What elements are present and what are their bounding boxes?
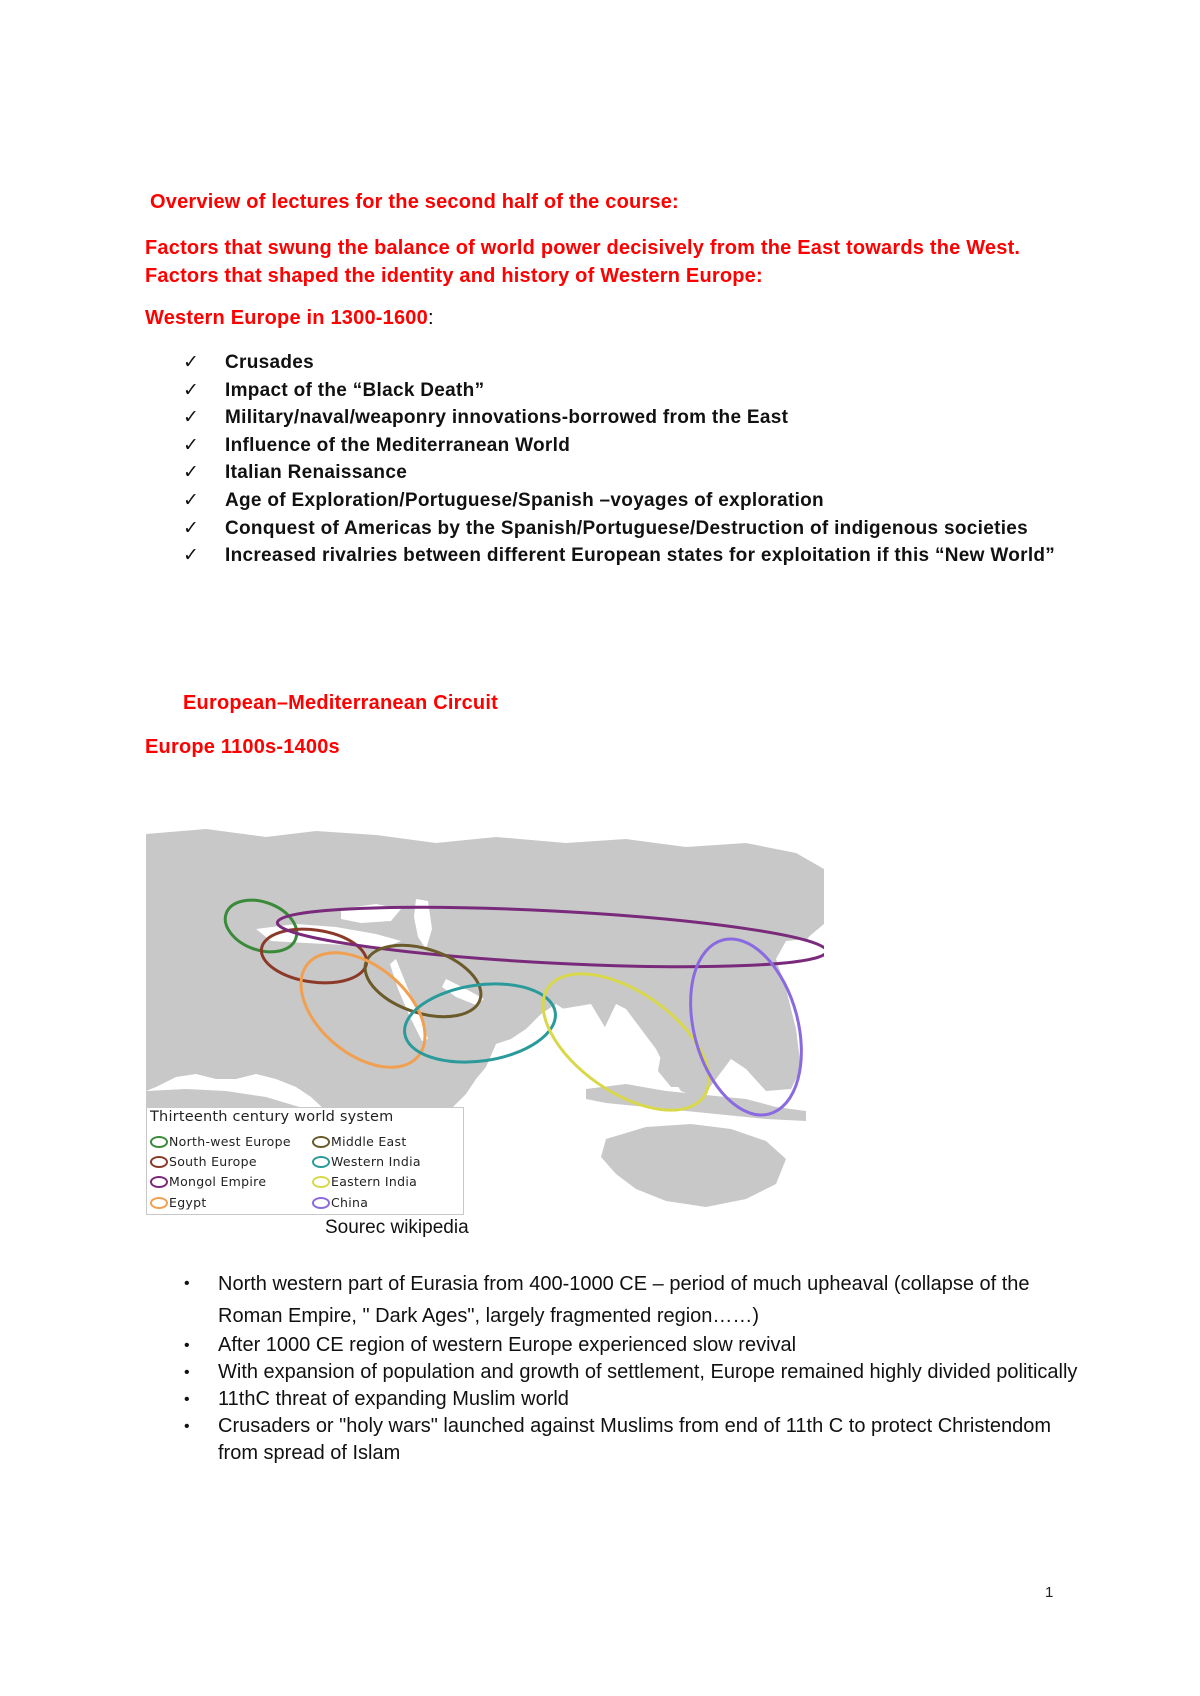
yellow-ring-icon — [312, 1176, 330, 1188]
purple-ring-icon — [150, 1176, 168, 1188]
checklist-item-text: Military/naval/weaponry innovations-borrowed from the East — [225, 407, 789, 429]
bullet-icon: • — [184, 1275, 190, 1292]
checkmark-icon: ✓ — [183, 406, 200, 429]
legend-item-north-west-europe — [150, 1134, 291, 1149]
map-legend — [146, 1107, 464, 1215]
violet-ring-icon — [312, 1197, 330, 1209]
legend-item-eastern-india — [312, 1174, 417, 1189]
bullet-text: After 1000 CE region of western Europe experienced slow revival — [218, 1334, 797, 1356]
bullet-icon: • — [184, 1391, 190, 1408]
legend-label: Mongol Empire — [169, 1174, 267, 1189]
legend-label: South Europe — [169, 1154, 257, 1169]
teal-ring-icon — [312, 1156, 330, 1168]
australia — [601, 1124, 786, 1207]
period-heading-colon: : — [427, 307, 434, 329]
checkmark-icon: ✓ — [183, 516, 200, 539]
checklist-item-text: Crusades — [225, 352, 314, 373]
bullet-item — [184, 1268, 1084, 1332]
bullet-text: 11thC threat of expanding Muslim world — [218, 1388, 569, 1410]
checklist-item — [183, 459, 1083, 487]
green-ring-icon — [150, 1136, 168, 1148]
checklist-item — [183, 404, 1083, 432]
checklist-item-text: Conquest of Americas by the Spanish/Portuguese/Destruction of indigenous societies — [225, 517, 1029, 539]
legend-item-middle-east — [312, 1134, 407, 1149]
page-number: 1 — [1045, 1584, 1054, 1601]
overview-heading: Overview of lectures for the second half of the course: — [150, 191, 679, 213]
legend-item-mongol-empire — [150, 1174, 266, 1189]
bullet-text: With expansion of population and growth of settlement, Europe remained highly divided politically — [218, 1361, 1078, 1383]
legend-item-south-europe — [150, 1154, 257, 1169]
checklist-item — [183, 349, 1083, 377]
legend-label: Middle East — [331, 1134, 407, 1149]
legend-title: Thirteenth century world system — [150, 1109, 394, 1125]
legend-label: Western India — [331, 1154, 421, 1169]
olive-ring-icon — [312, 1136, 330, 1148]
checkmark-icon: ✓ — [183, 351, 200, 373]
legend-item-egypt — [150, 1195, 207, 1210]
map-caption: Sourec wikipedia — [325, 1217, 469, 1238]
legend-label: North-west Europe — [169, 1134, 291, 1149]
legend-label: China — [331, 1195, 369, 1210]
checklist-item — [183, 515, 1083, 543]
checklist-item-text: Age of Exploration/Portuguese/Spanish –voyages of exploration — [225, 489, 824, 511]
checkmark-icon: ✓ — [183, 433, 200, 456]
checkmark-icon: ✓ — [183, 378, 200, 401]
checklist-item — [183, 377, 1083, 405]
bullet-text: Crusaders or "holy wars" launched against Muslims from end of 11th C to protect Christendom from spread of Islam — [218, 1415, 1052, 1464]
checklist-item-text: Impact of the “Black Death” — [225, 379, 485, 401]
europe-heading: Europe 1100s-1400s — [145, 736, 340, 758]
bullet-list — [184, 1268, 1084, 1467]
checklist-item — [183, 487, 1083, 515]
checklist-item — [183, 432, 1083, 460]
checklist-item — [183, 542, 1083, 570]
circuit-heading: European–Mediterranean Circuit — [183, 692, 498, 714]
legend-label: Egypt — [169, 1195, 207, 1210]
orange-ring-icon — [150, 1197, 168, 1209]
period-heading-text: Western Europe in 1300-1600 — [145, 307, 428, 329]
bullet-item — [184, 1332, 1084, 1359]
bullet-icon: • — [184, 1337, 190, 1354]
brown-ring-icon — [150, 1156, 168, 1168]
checkmark-icon: ✓ — [183, 544, 200, 567]
bullet-item — [184, 1413, 1084, 1467]
checkmark-icon: ✓ — [183, 461, 200, 484]
bullet-icon: • — [184, 1418, 190, 1435]
checklist-item-text: Increased rivalries between different European states for exploitation if this “New World” — [225, 545, 1056, 567]
bullet-item — [184, 1386, 1084, 1413]
checkmark-icon: ✓ — [183, 488, 200, 511]
legend-item-western-india — [312, 1154, 421, 1169]
factors-heading: Factors that swung the balance of world power decisively from the East towards the West. Factors that shaped the identity and history of Western Europe: — [145, 237, 1021, 287]
period-heading — [145, 307, 434, 330]
topic-checklist — [183, 349, 1083, 570]
checklist-item-text: Influence of the Mediterranean World — [225, 434, 571, 456]
checklist-item-text: Italian Renaissance — [225, 462, 408, 484]
bullet-text: North western part of Eurasia from 400-1000 CE – period of much upheaval (collapse of the Roman Empire, " Dark Ages", largely fragmented region……) — [218, 1273, 1030, 1327]
legend-label: Eastern India — [331, 1174, 418, 1189]
bullet-item — [184, 1359, 1084, 1386]
legend-item-china — [312, 1195, 368, 1210]
bullet-icon: • — [184, 1364, 190, 1381]
